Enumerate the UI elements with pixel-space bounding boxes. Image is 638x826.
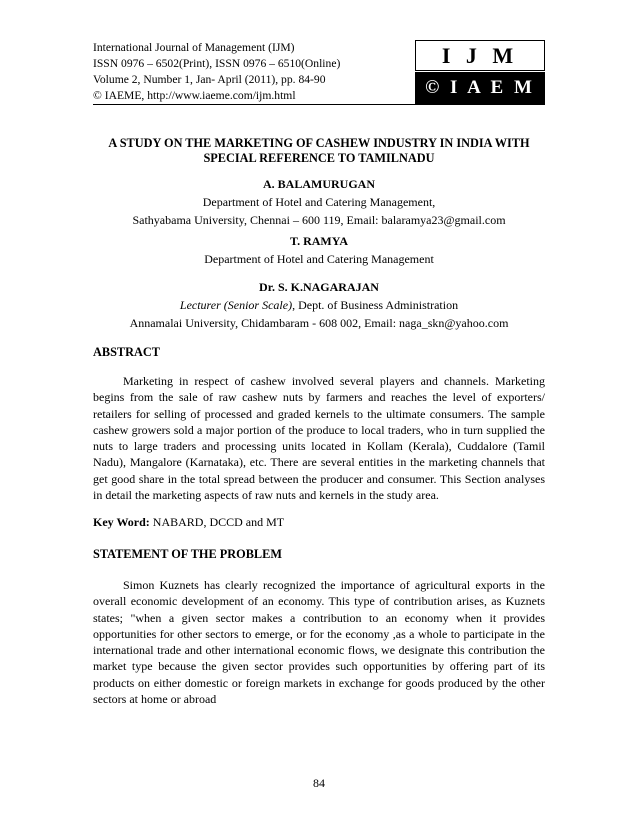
paper-title [93,136,545,166]
statement-heading: STATEMENT OF THE PROBLEM [93,547,282,561]
keywords-value: NABARD, DCCD and MT [149,515,285,529]
copyright-line: © IAEME, http://www.iaeme.com/ijm.html [93,89,296,102]
author-address: Sathyabama University, Chennai – 600 119, Email: balaramya23@gmail.com [132,213,506,227]
author-affiliation [93,296,545,314]
keywords [93,514,284,530]
header-rule [93,104,545,105]
author-2 [93,232,545,268]
volume-line: Volume 2, Number 1, Jan- April (2011), pp. 84-90 [93,73,326,86]
author-affiliation: Department of Hotel and Catering Management [204,252,434,266]
author-affiliation: Department of Hotel and Catering Management, [202,195,436,209]
ijm-logo [415,40,545,130]
page-number: 84 [313,776,325,790]
author-name: T. RAMYA [289,234,348,248]
journal-title-line: International Journal of Management (IJM) [93,41,295,54]
author-department: , Dept. of Business Administration [292,298,459,312]
author-1 [93,175,545,229]
author-position: Lecturer (Senior Scale) [179,298,293,312]
author-3 [93,278,545,332]
logo-ijm-text: I J M [415,40,545,71]
statement-text: Simon Kuznets has clearly recognized the importance of agricultural exports in the overall economic development of an economy. This type of contribution arises, as Kuznets states; "when a given sector makes a contribution to an economy when it provides opportunities for other sectors to emerge, or for the economy ,as a whole to participate in the international trade and other international economic flows, we designate this contribution the market type because the given sector provides such opportunities by offering part of its products on either domestic or foreign markets in exchange for goods produced by the other sectors at home or abroad [93,578,545,707]
journal-info [93,40,423,104]
logo-iaeme-text: © I A E M E [415,72,545,104]
keywords-label: Key Word: [93,515,150,529]
abstract-text: Marketing in respect of cashew involved several players and channels. Marketing begins from the sale of raw cashew nuts by farmers and reaches the level of exporters/ retailers for selling of processed and graded kernels to the ultimate consumers. The sample cashew growers sold a major portion of the produce to local traders, who in turn supplied the nuts to large traders and processing units located in Kollam (Kerala), Cuddalore (Tamil Nadu), Mangalore (Karnataka), etc. There are several entities in the marketing channels that get good share in the total spread between the producer and consumer. This Section analyses in detail the marketing aspects of raw nuts and kernels in the study area. [93,374,545,503]
title-line-1: A STUDY ON THE MARKETING OF CASHEW INDUSTRY IN INDIA WITH [108,136,530,150]
author-name: A. BALAMURUGAN [263,177,375,191]
abstract-heading: ABSTRACT [93,345,160,359]
author-address: Annamalai University, Chidambaram - 608 002, Email: naga_skn@yahoo.com [129,316,509,330]
title-line-2: SPECIAL REFERENCE TO TAMILNADU [203,151,435,165]
issn-line: ISSN 0976 – 6502(Print), ISSN 0976 – 6510(Online) [93,57,341,70]
author-name: Dr. S. K.NAGARAJAN [259,280,379,294]
